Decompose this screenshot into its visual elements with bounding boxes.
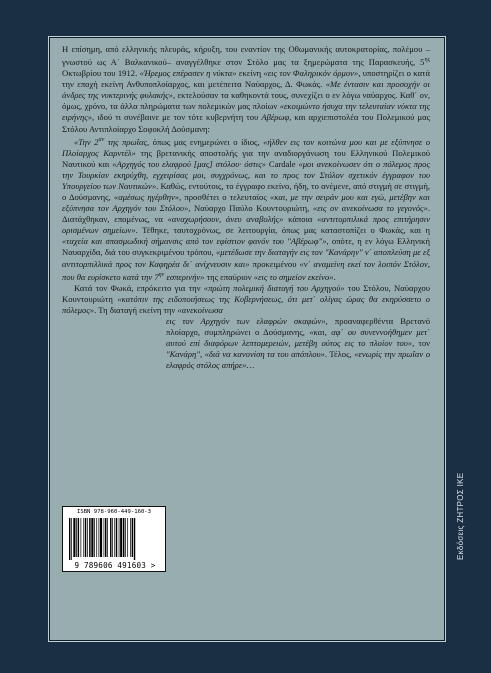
italic-quote: «μετέδωσε την διαταγήν εις τον "Κανάρην" ν΄ αποπλεύση με εξ αντιτορπιλλικά προς τον Καφηρέα δι΄ ανίχνευσιν και» xyxy=(62,247,431,269)
italic-quote: «αναχωρήσουν, άνευ αναβολής» xyxy=(167,214,284,225)
text-run: Οκτωβρίου του 1912. xyxy=(62,68,140,79)
italic-quote: «και, αφ΄ ου συνεννοήθημεν μετ΄ αυτού επί διαφόρων λεπτομερειών, μετέβη ούτος εις το πλοίον του» xyxy=(166,326,430,349)
barcode-bar xyxy=(104,518,105,557)
italic-quote: «πρώτη πολεμική διαταγή του Αρχηγού» xyxy=(203,282,345,293)
barcode-bars xyxy=(69,518,159,560)
italic-quote: εις τον Αρχηγόν των ελαφρών σκαφών» xyxy=(166,315,326,326)
text-run: , Ναύαρχο Παύλο Κουντουριώτη, xyxy=(188,203,313,214)
barcode-bar xyxy=(132,518,133,557)
barcode-bar xyxy=(134,518,135,560)
text-run: . Τέλος, xyxy=(324,349,355,360)
barcode-bar xyxy=(120,518,122,557)
text-run: Η επίσημη, από ελληνικής πλευράς, κήρυξη, του εναντίον της Οθωμανικής αυτοκρατορίας, πολέμου –γνωστού ως Α΄ Βαλκανικού– αναγγέλθηκε στον Στόλο μας τα ξημερώματα της Παρασκευής, 5 xyxy=(62,44,430,67)
barcode-bar xyxy=(94,518,95,557)
barcode-bar xyxy=(69,518,70,560)
barcode-bar xyxy=(100,518,102,557)
italic-quote: «εις το σημείον εκείνο» xyxy=(253,271,334,282)
text-run: . Διατάχθηκαν, επομένως, να xyxy=(62,203,430,225)
barcode-bar xyxy=(123,518,124,557)
text-run: Κατά τον Φωκά, επρόκειτο για την xyxy=(74,282,204,293)
text-run: , ιδού τι συνέβαινε με τον τότε κυβερνήτη του xyxy=(92,112,262,123)
italic-quote: «εις τον Φαληρικόν όρμον» xyxy=(263,68,359,79)
text-run: , προσθέτει ο τελευταίος xyxy=(179,191,270,202)
text-run: , υποστηρίζει ο κατά την εποχή εκείνη Ανθυποπλοίαρχος, και μετέπειτα Ναύαρχος, Δ. Φωκάς. xyxy=(62,68,430,90)
italic-quote: «κατόπιν της ειδοποιήσεως της Κυβερνήσεως, ότι μετ΄ ολίγας ώρας θα εκηρύσσετο ο πόλεμος» xyxy=(62,293,430,315)
text-run: του Στόλου, Ναύαρχου Κουντουριώτη xyxy=(62,282,430,304)
text-run: εκείνη xyxy=(236,68,264,79)
barcode-bar xyxy=(71,518,72,560)
italic-quote: «εκοιμώντο ήσυχα την τελευταίαν νύκτα της ειρήνης» xyxy=(62,101,430,123)
text-run: , εκτελούσαν τα καθηκοντά τους, συνεχίζει ο εν λόγω ναύαρχος. Καθ΄ ον, όμως, χρόνο, τα άλλα πληρώματα των πολεμικών μας πλοίων xyxy=(62,90,430,112)
barcode-bar xyxy=(76,518,77,557)
text-run: , όπως μας ενημερώνει ο ίδιος, xyxy=(147,136,264,147)
barcode-bar xyxy=(107,518,108,557)
barcode-bar xyxy=(78,518,79,557)
italic-quote: Αβέρωφ xyxy=(261,112,290,123)
barcode-digits: 9 789606 491603 > xyxy=(74,561,156,570)
italic-quote: «Αρχηγός του ελαφρού [μας] στόλου· όστις» xyxy=(112,158,266,169)
barcode-bar xyxy=(85,518,86,557)
barcode-bar xyxy=(91,518,93,557)
text-run: , τον xyxy=(412,338,430,349)
text-run: , και αρχιεπιστολέα του Πολεμικού μας Στόλου Αντιπλοίαρχο Σοφοκλή Δούσμανη: xyxy=(62,112,430,134)
text-run: . Τέθηκε, ταυτοχρόνως, σε λειτουργία, όπως μας καταστοπίζει ο Φωκάς, και η xyxy=(135,225,430,236)
barcode-bar xyxy=(96,518,97,557)
text-run: . Τη διαταγή εκείνη την xyxy=(94,304,178,315)
barcode-bar xyxy=(81,518,82,557)
italic-quote: "Κανάρη" xyxy=(166,349,200,360)
italic-quote: «ενωρίς την πρωΐαν ο ελαφρός στόλος απήρε»… xyxy=(166,349,431,371)
italic-quote: «ταχεία και σπασμωδική σήμανσις από τον εφίστιον φανόν του "Αβέρωφ"» xyxy=(62,236,327,247)
barcode-bar xyxy=(127,518,128,557)
italic-quote: «ν΄ αναμείνη εκεί τον λοιπόν Στόλον, που θα ευρίσκετο κατά την 7 xyxy=(62,258,430,282)
barcode-bar xyxy=(89,518,90,557)
italic-quote: «Με έντασιν και προσοχήν οι άνδρες της νυκτερινής φυλακής» xyxy=(62,79,430,101)
barcode-bar xyxy=(73,518,75,557)
text-run: , προαναφερθέντα Βρετανό πλοίαρχο, συμπληρώνει ο Δούσμανης, xyxy=(166,315,431,337)
text-run: , xyxy=(199,349,205,360)
barcode-bar xyxy=(125,518,126,557)
italic-quote: ην xyxy=(158,271,165,278)
text-run: της βρετανικής αποστολής για την αναδιοργάνωση του Ελληνικού Πολεμικού Ναυτικού και xyxy=(62,147,430,169)
paragraph-2 xyxy=(62,135,430,283)
text-run: . xyxy=(333,271,336,282)
italic-quote: «αντιτορπιλικά προς επιτήρησιν ορισμένων σημείων» xyxy=(62,214,430,236)
barcode-bar xyxy=(87,518,88,557)
barcode-bar xyxy=(105,518,106,557)
text-run: , οπότε, η εν λόγω Ελληνική Ναυαρχίδα, διά του συγκεκριμένου τρόπου, xyxy=(62,236,430,258)
text-run: ης xyxy=(424,57,430,64)
italic-quote: της πρωΐας xyxy=(104,136,147,147)
italic-quote: «ήλθεν εις τον κοιτώνα μου και με εξύπνησε ο Πλοίαρχος Καρντέλ» xyxy=(62,136,431,158)
barcode-bar xyxy=(110,518,111,557)
italic-quote: «διά να κανονίση τα του απόπλου» xyxy=(204,349,325,360)
italic-quote: αν xyxy=(98,136,105,143)
text-run: Cardale xyxy=(265,158,299,169)
italic-quote: «εις ον ανεκοίνωσα το γεγονός» xyxy=(312,203,428,214)
isbn-label: ISBN 978-960-449-160-3 xyxy=(76,509,152,515)
paragraph-1 xyxy=(62,44,430,135)
publisher-name: Εκδόσεις ΖΗΤΡΟΣ ΙΚΕ xyxy=(456,472,465,560)
italic-quote: «ανεκοίνωσα xyxy=(177,304,223,315)
barcode-bar xyxy=(116,518,117,557)
italic-quote: εσπερινήν» xyxy=(164,271,205,282)
italic-quote: «Την 2 xyxy=(74,136,99,147)
italic-quote: «μοι ανεκοίνωσεν ότι ο πόλεμος προς την Τουρκίαν εκηρύχθη, εγχειρίσας μοι, συγχρόνως, και το προς τον Στόλον σχετικόν έγγραφον του Υπουργείου των Ναυτικών» xyxy=(62,158,430,191)
barcode-bar xyxy=(114,518,115,557)
paragraph-4 xyxy=(166,316,430,371)
italic-quote: «Ήρεμος επέρασεν η νύκτα» xyxy=(139,68,237,79)
isbn-barcode xyxy=(62,506,166,572)
text-run: . Καθώς, εντούτοις, το έγγραφο εκείνο, ήδη, το ανέμενε, από στιγμή σε στιγμή, ο Δούσμανης, xyxy=(62,180,430,202)
text-run: της επαύριον xyxy=(204,271,254,282)
blurb-text xyxy=(62,44,430,371)
paragraph-3 xyxy=(62,283,430,316)
text-run: κάποια xyxy=(283,214,318,225)
barcode-bar xyxy=(130,518,131,557)
barcode-bar xyxy=(83,518,84,557)
text-run: προκειμένου xyxy=(249,258,300,269)
italic-quote: «και, με την σειράν μου και εγώ, μετέβην και εξύπνησα τον Αρχηγόν του Στόλου» xyxy=(62,191,430,214)
barcode-bar xyxy=(119,518,120,557)
italic-quote: «αμέσως ηγέρθην» xyxy=(113,191,180,202)
barcode-bar xyxy=(112,518,113,557)
barcode-bar xyxy=(99,518,100,557)
